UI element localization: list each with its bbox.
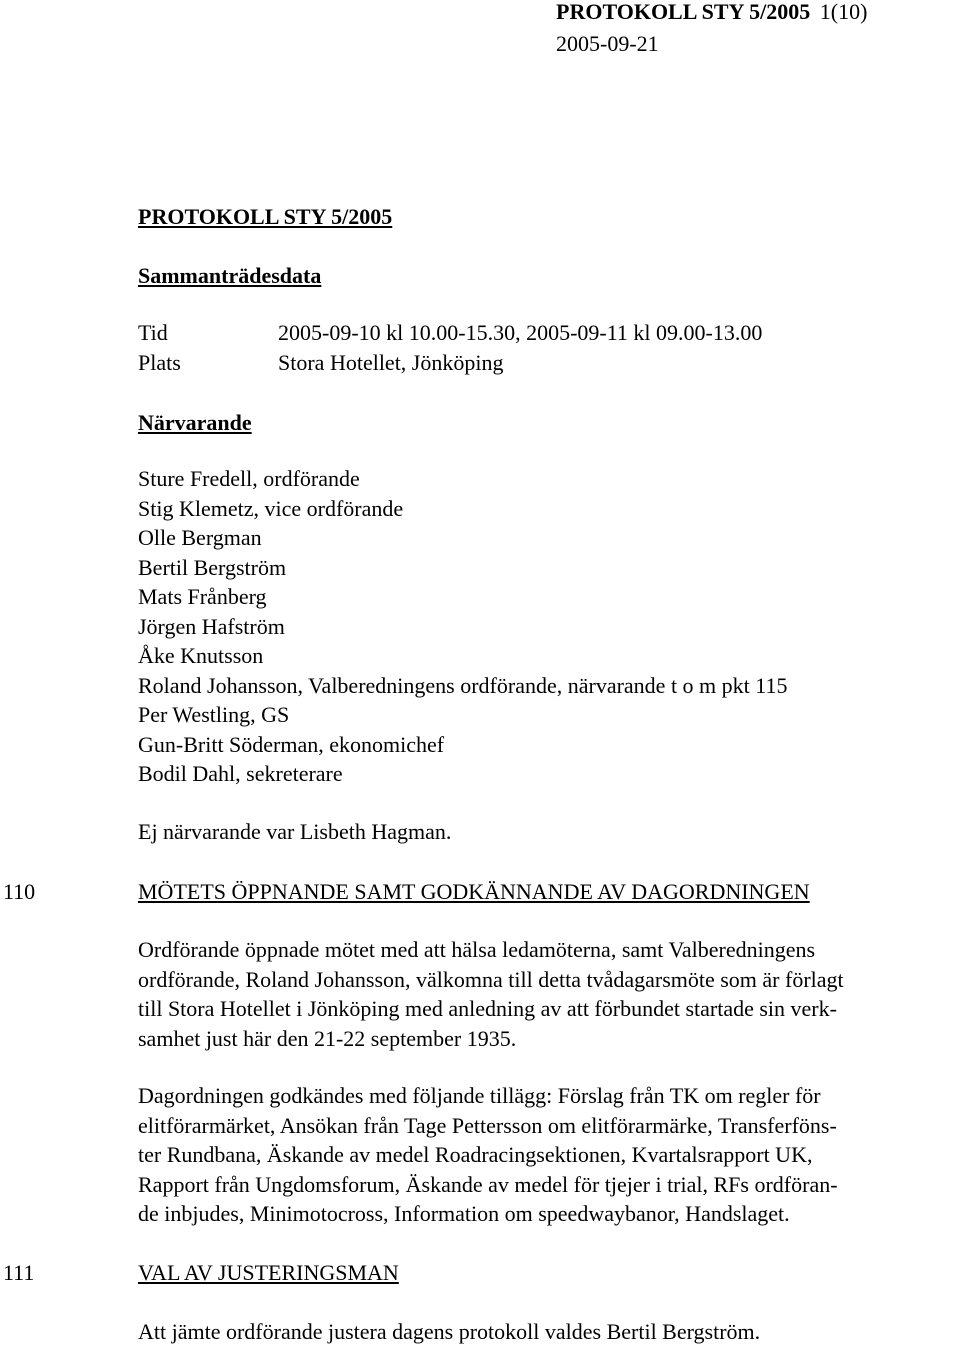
section-paragraph — [138, 1317, 958, 1347]
paragraph-line: till Stora Hotellet i Jönköping med anledning av att förbundet startade sin verk- — [138, 996, 837, 1021]
attendee-item: Olle Bergman — [138, 525, 262, 550]
section-paragraph — [138, 935, 958, 1053]
attendee-item: Per Westling, GS — [138, 702, 290, 727]
section-number: 111 — [3, 1260, 35, 1285]
place-value: Stora Hotellet, Jönköping — [278, 350, 504, 375]
meeting-time-row — [138, 318, 762, 348]
paragraph-line: Dagordningen godkändes med följande tillägg: Förslag från TK om regler för — [138, 1083, 821, 1108]
attendee-item: Stig Klemetz, vice ordförande — [138, 495, 404, 521]
paragraph-line: samhet just här den 21-22 september 1935. — [138, 1025, 517, 1051]
attendee-item: Mats Frånberg — [138, 584, 267, 609]
paragraph-line: Att jämte ordförande justera dagens protokoll valdes Bertil Bergström. — [138, 1319, 761, 1344]
time-label: Tid — [138, 320, 168, 345]
attendee-item: Bodil Dahl, sekreterare — [138, 761, 343, 786]
absent-note: Ej närvarande var Lisbeth Hagman. — [138, 819, 452, 844]
time-value: 2005-09-10 kl 10.00-15.30, 2005-09-11 kl 09.00-13.00 — [278, 320, 763, 345]
section-heading: VAL AV JUSTERINGSMAN — [138, 1260, 399, 1285]
section-number: 110 — [3, 879, 36, 904]
header-page-number: 1(10) — [819, 0, 868, 24]
header-doc-title — [556, 0, 956, 27]
attendee-item: Åke Knutsson — [138, 643, 264, 668]
section-heading: MÖTETS ÖPPNANDE SAMT GODKÄNNANDE AV DAGORDNINGEN — [138, 879, 810, 904]
paragraph-line: Ordförande öppnade mötet med att hälsa ledamöterna, samt Valberedningens — [138, 937, 816, 962]
paragraph-line: de inbjudes, Minimotocross, Information om speedwaybanor, Handslaget. — [138, 1201, 790, 1226]
header-title-text: PROTOKOLL STY 5/2005 — [556, 0, 811, 24]
attendance-heading: Närvarande — [138, 410, 252, 435]
attendee-item: Sture Fredell, ordförande — [138, 466, 360, 491]
attendee-list — [138, 464, 787, 789]
page-header — [556, 0, 956, 58]
meeting-place-row — [138, 348, 503, 378]
attendee-item: Jörgen Hafström — [138, 613, 285, 639]
paragraph-line: Rapport från Ungdomsforum, Äskande av medel för tjejer i trial, RFs ordföran- — [138, 1171, 838, 1197]
paragraph-line: ordförande, Roland Johansson, välkomna till detta tvådagarsmöte som är förlagt — [138, 966, 844, 992]
header-date: 2005-09-21 — [556, 30, 659, 56]
attendee-item: Gun-Britt Söderman, ekonomichef — [138, 731, 445, 757]
attendee-item: Bertil Bergström — [138, 554, 287, 580]
meeting-data-heading: Sammanträdesdata — [138, 263, 322, 288]
document-title: PROTOKOLL STY 5/2005 — [138, 204, 393, 229]
attendee-item: Roland Johansson, Valberedningens ordförande, närvarande t o m pkt 115 — [138, 672, 788, 698]
place-label: Plats — [138, 350, 181, 375]
section-paragraph — [138, 1081, 958, 1229]
paragraph-line: elitförarmärket, Ansökan från Tage Pettersson om elitförarmärke, Transferföns- — [138, 1112, 837, 1138]
paragraph-line: ter Rundbana, Äskande av medel Roadracingsektionen, Kvartalsrapport UK, — [138, 1142, 813, 1167]
